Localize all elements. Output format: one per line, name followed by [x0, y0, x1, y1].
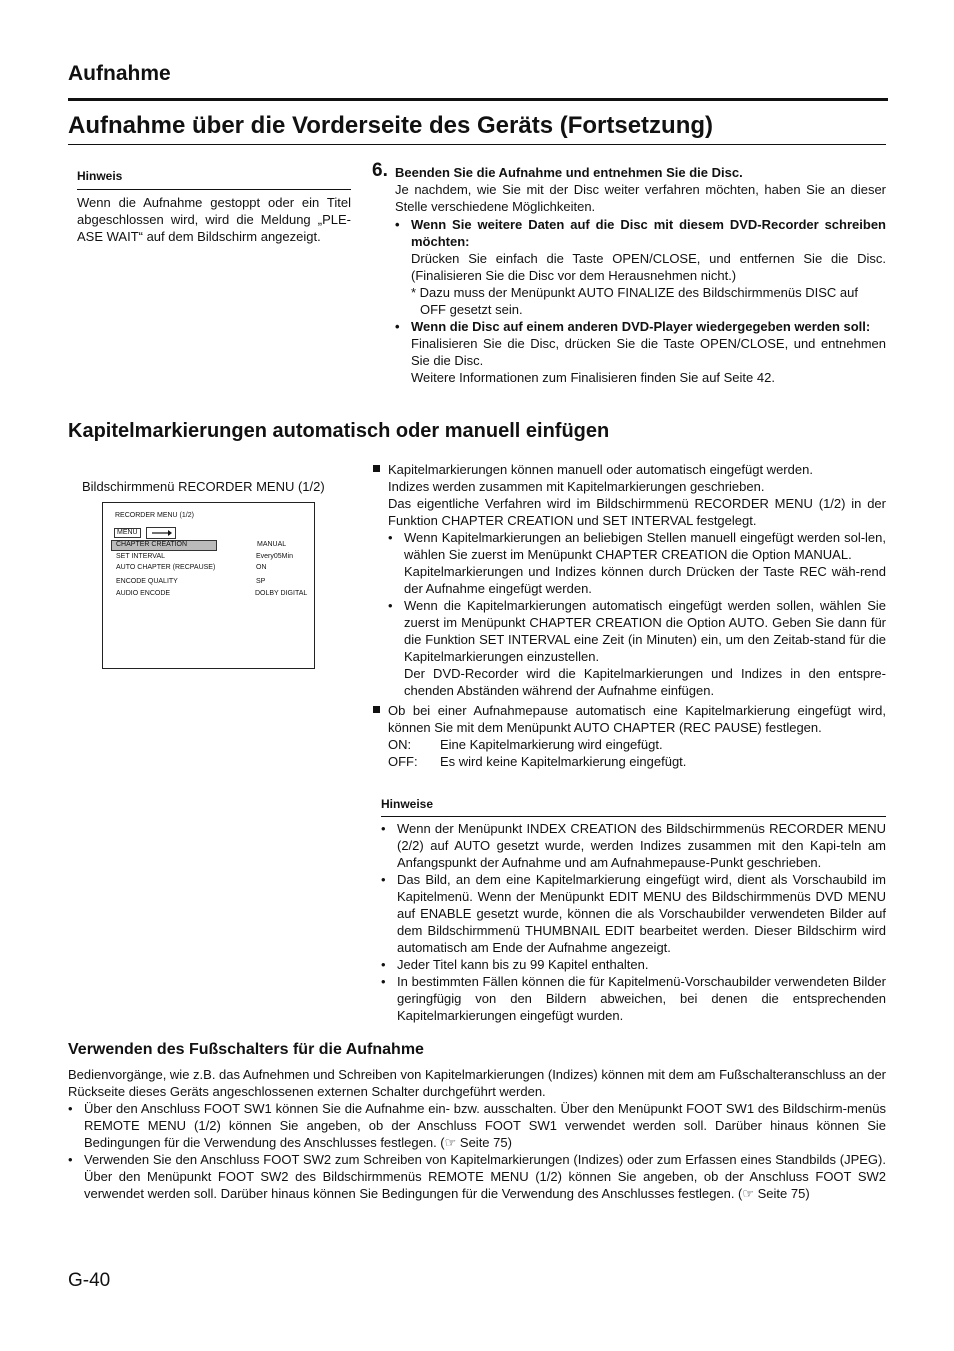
- step-number: 6.: [372, 160, 388, 181]
- foot-item: • Verwenden Sie den Anschluss FOOT SW2 zum Schreiben von Kapitelmarkierungen (Indizes) oder zum Erfassen eines Standbilds (JPEG). Über den Menüpunkt FOOT SW2 des Bildschirmmenüs REMOTE MENU (1/2) können Sie angeben, ob der Anschluss FOOT SW2 verwendet werden soll. Darüber hinaus können Sie Bedingungen für die Verwendung des Anschlusses festlegen. (☞ Seite 75): [68, 1151, 886, 1202]
- step6-option1-title: • Wenn Sie weitere Daten auf die Disc mit diesem DVD-Recorder schreiben möchten:: [395, 216, 886, 250]
- arrow-right-icon: [146, 527, 176, 539]
- chapter-on-row: ON: Eine Kapitelmarkierung wird eingefügt.: [388, 737, 663, 752]
- step6-option1-note: * Dazu muss der Menüpunkt AUTO FINALIZE des Bildschirmmenüs DISC auf OFF gesetzt sein.: [411, 285, 858, 317]
- title-rule: [68, 144, 886, 145]
- note-item: • Jeder Titel kann bis zu 99 Kapitel enthalten.: [381, 956, 886, 973]
- chapter-bullet-manual: • Wenn Kapitelmarkierungen an beliebigen Stellen manuell eingefügt werden sol-len, wählen Sie zuerst im Menüpunkt CHAPTER CREATION die Option MANUAL. Kapitelmarkierungen und Indizes können durch Drücken der Taste REC wäh-rend der Aufnahme eingefügt werden.: [388, 529, 886, 597]
- step6-option2-title: • Wenn die Disc auf einem anderen DVD-Player wiedergegeben werden soll:: [395, 318, 886, 335]
- osd-row-label: AUDIO ENCODE: [116, 590, 171, 597]
- chapter-heading: Kapitelmarkierungen automatisch oder manuell einfügen: [68, 420, 610, 442]
- page-title: Aufnahme über die Vorderseite des Geräts (Fortsetzung): [68, 112, 714, 139]
- chapter-off-row: OFF: Es wird keine Kapitelmarkierung eingefügt.: [388, 754, 687, 769]
- note-item: • In bestimmten Fällen können die für Kapitelmenü-Vorschaubilder verwendeten Bilder geringfügig von den Bildern abweichen, bei denen die entsprechenden Kapitelmarkierungen eingefügt wurden.: [381, 973, 886, 1024]
- chapter-bullet-auto: • Wenn die Kapitelmarkierungen automatisch eingefügt werden sollen, wählen Sie zuerst im Menüpunkt CHAPTER CREATION die Option AUTO. Geben Sie dann für die Funktion SET INTERVAL eine Zeit (in Minuten) ein, um den Zeitab-stand für die Kapitelmarkierungen einzustellen. Der DVD-Recorder wird die Kapitelmarkierungen und Indizes in den entspre-chenden Abständen während der Aufnahme einfügen.: [388, 597, 886, 699]
- note-item: • Das Bild, an dem eine Kapitelmarkierung eingefügt wird, dient als Vorschaubild im Kapitelmenü. Wenn der Menüpunkt EDIT MENU des Bildschirmmenüs DVD MENU auf ENABLE gesetzt wurde, können die als Vorschaubilder verwendeten Bilder auf dem Bildschirmmenü THUMBNAIL EDIT bearbeitet werden. Dieser Bildschirm wird automatisch am Ende der Aufnahme angezeigt.: [381, 871, 886, 956]
- step6-option2-more: Weitere Informationen zum Finalisieren finden Sie auf Seite 42.: [411, 370, 775, 385]
- note-item: • Wenn der Menüpunkt INDEX CREATION des Bildschirmmenüs RECORDER MENU (2/2) auf AUTO gesetzt wurde, werden Indizes zusammen mit den Kapi-teln am Anfangspunkt der Aufnahme und am Aufnahmepause-Punkt geschrieben.: [381, 820, 886, 871]
- step6-block: [395, 164, 886, 386]
- osd-row-value: ON: [256, 564, 267, 571]
- chapter-p2: Ob bei einer Aufnahmepause automatisch eine Kapitelmarkierung eingefügt wird, können Sie mit dem Menüpunkt AUTO CHAPTER (REC PAUSE) festlegen.: [388, 703, 886, 735]
- osd-title: RECORDER MENU (1/2): [115, 512, 194, 519]
- osd-row-label: AUTO CHAPTER (RECPAUSE): [116, 564, 216, 571]
- osd-row-value: DOLBY DIGITAL: [255, 590, 308, 597]
- notes-rule: [381, 816, 886, 817]
- chapter-point-2: [372, 702, 886, 770]
- chapter-body: [372, 461, 886, 770]
- foot-intro: Bedienvorgänge, wie z.B. das Aufnehmen und Schreiben von Kapitelmarkierungen (Indizes) können mit dem am Fußschalteranschluss an der Rückseite dieses Geräts angeschlossenen externen Schalter durchgeführt werden.: [68, 1067, 887, 1099]
- step6-intro: Je nachdem, wie Sie mit der Disc weiter verfahren möchten, haben Sie an dieser Stelle verschiedene Möglichkeiten.: [395, 182, 886, 214]
- note-rule: [77, 189, 351, 190]
- section-title: Aufnahme: [68, 62, 171, 85]
- osd-menu-tab: MENU: [114, 528, 141, 538]
- note-heading: Hinweis: [77, 169, 123, 183]
- note-text: Wenn die Aufnahme gestoppt oder ein Titel abgeschlossen wird, wird die Meldung „PLE-ASE WAIT“ auf dem Bildschirm angezeigt.: [77, 195, 351, 244]
- chapter-p1-line1: Kapitelmarkierungen können manuell oder automatisch eingefügt werden.: [388, 462, 813, 477]
- notes-box: [381, 796, 886, 1024]
- section-rule: [68, 98, 888, 101]
- foot-heading: Verwenden des Fußschalters für die Aufnahme: [68, 1041, 424, 1058]
- osd-row-label: SET INTERVAL: [116, 553, 166, 560]
- osd-screen: [102, 502, 315, 669]
- step6-option1-text: Drücken Sie einfach die Taste OPEN/CLOSE, und entfernen Sie die Disc. (Finalisieren Sie die Disc vor dem Herausnehmen nicht.): [411, 251, 886, 283]
- step6-title: Beenden Sie die Aufnahme und entnehmen Sie die Disc.: [395, 165, 743, 180]
- foot-body: [68, 1066, 886, 1202]
- step6-option2-text: Finalisieren Sie die Disc, drücken Sie die Taste OPEN/CLOSE, und entnehmen Sie die Disc.: [411, 336, 886, 368]
- chapter-p1-line2: Indizes werden zusammen mit Kapitelmarkierungen geschrieben.: [388, 479, 765, 494]
- osd-caption: Bildschirmmenü RECORDER MENU (1/2): [82, 479, 325, 494]
- page-number: G-40: [68, 1270, 111, 1291]
- foot-item: • Über den Anschluss FOOT SW1 können Sie die Aufnahme ein- bzw. ausschalten. Über den Menüpunkt FOOT SW1 des Bildschirm-menüs REMOTE MENU (1/2) können Sie angeben, ob der Anschluss FOOT SW1 verwendet werden soll. Darüber hinaus können Sie Bedingungen für die Verwendung des Anschlusses festlegen. (☞ Seite 75): [68, 1100, 886, 1151]
- osd-row-value: MANUAL: [257, 541, 287, 548]
- note-box: [77, 168, 351, 245]
- osd-row-label: CHAPTER CREATION: [116, 541, 188, 548]
- osd-row-value: Every05Min: [256, 553, 293, 560]
- osd-row-value: SP: [256, 578, 266, 585]
- notes-heading: Hinweise: [381, 797, 434, 811]
- chapter-point-1: [372, 461, 886, 699]
- osd-row-label: ENCODE QUALITY: [116, 578, 178, 585]
- chapter-p1-line3: Das eigentliche Verfahren wird im Bildschirmmenü RECORDER MENU (1/2) in der Funktion CHAPTER CREATION und SET INTERVAL festgelegt.: [388, 496, 886, 528]
